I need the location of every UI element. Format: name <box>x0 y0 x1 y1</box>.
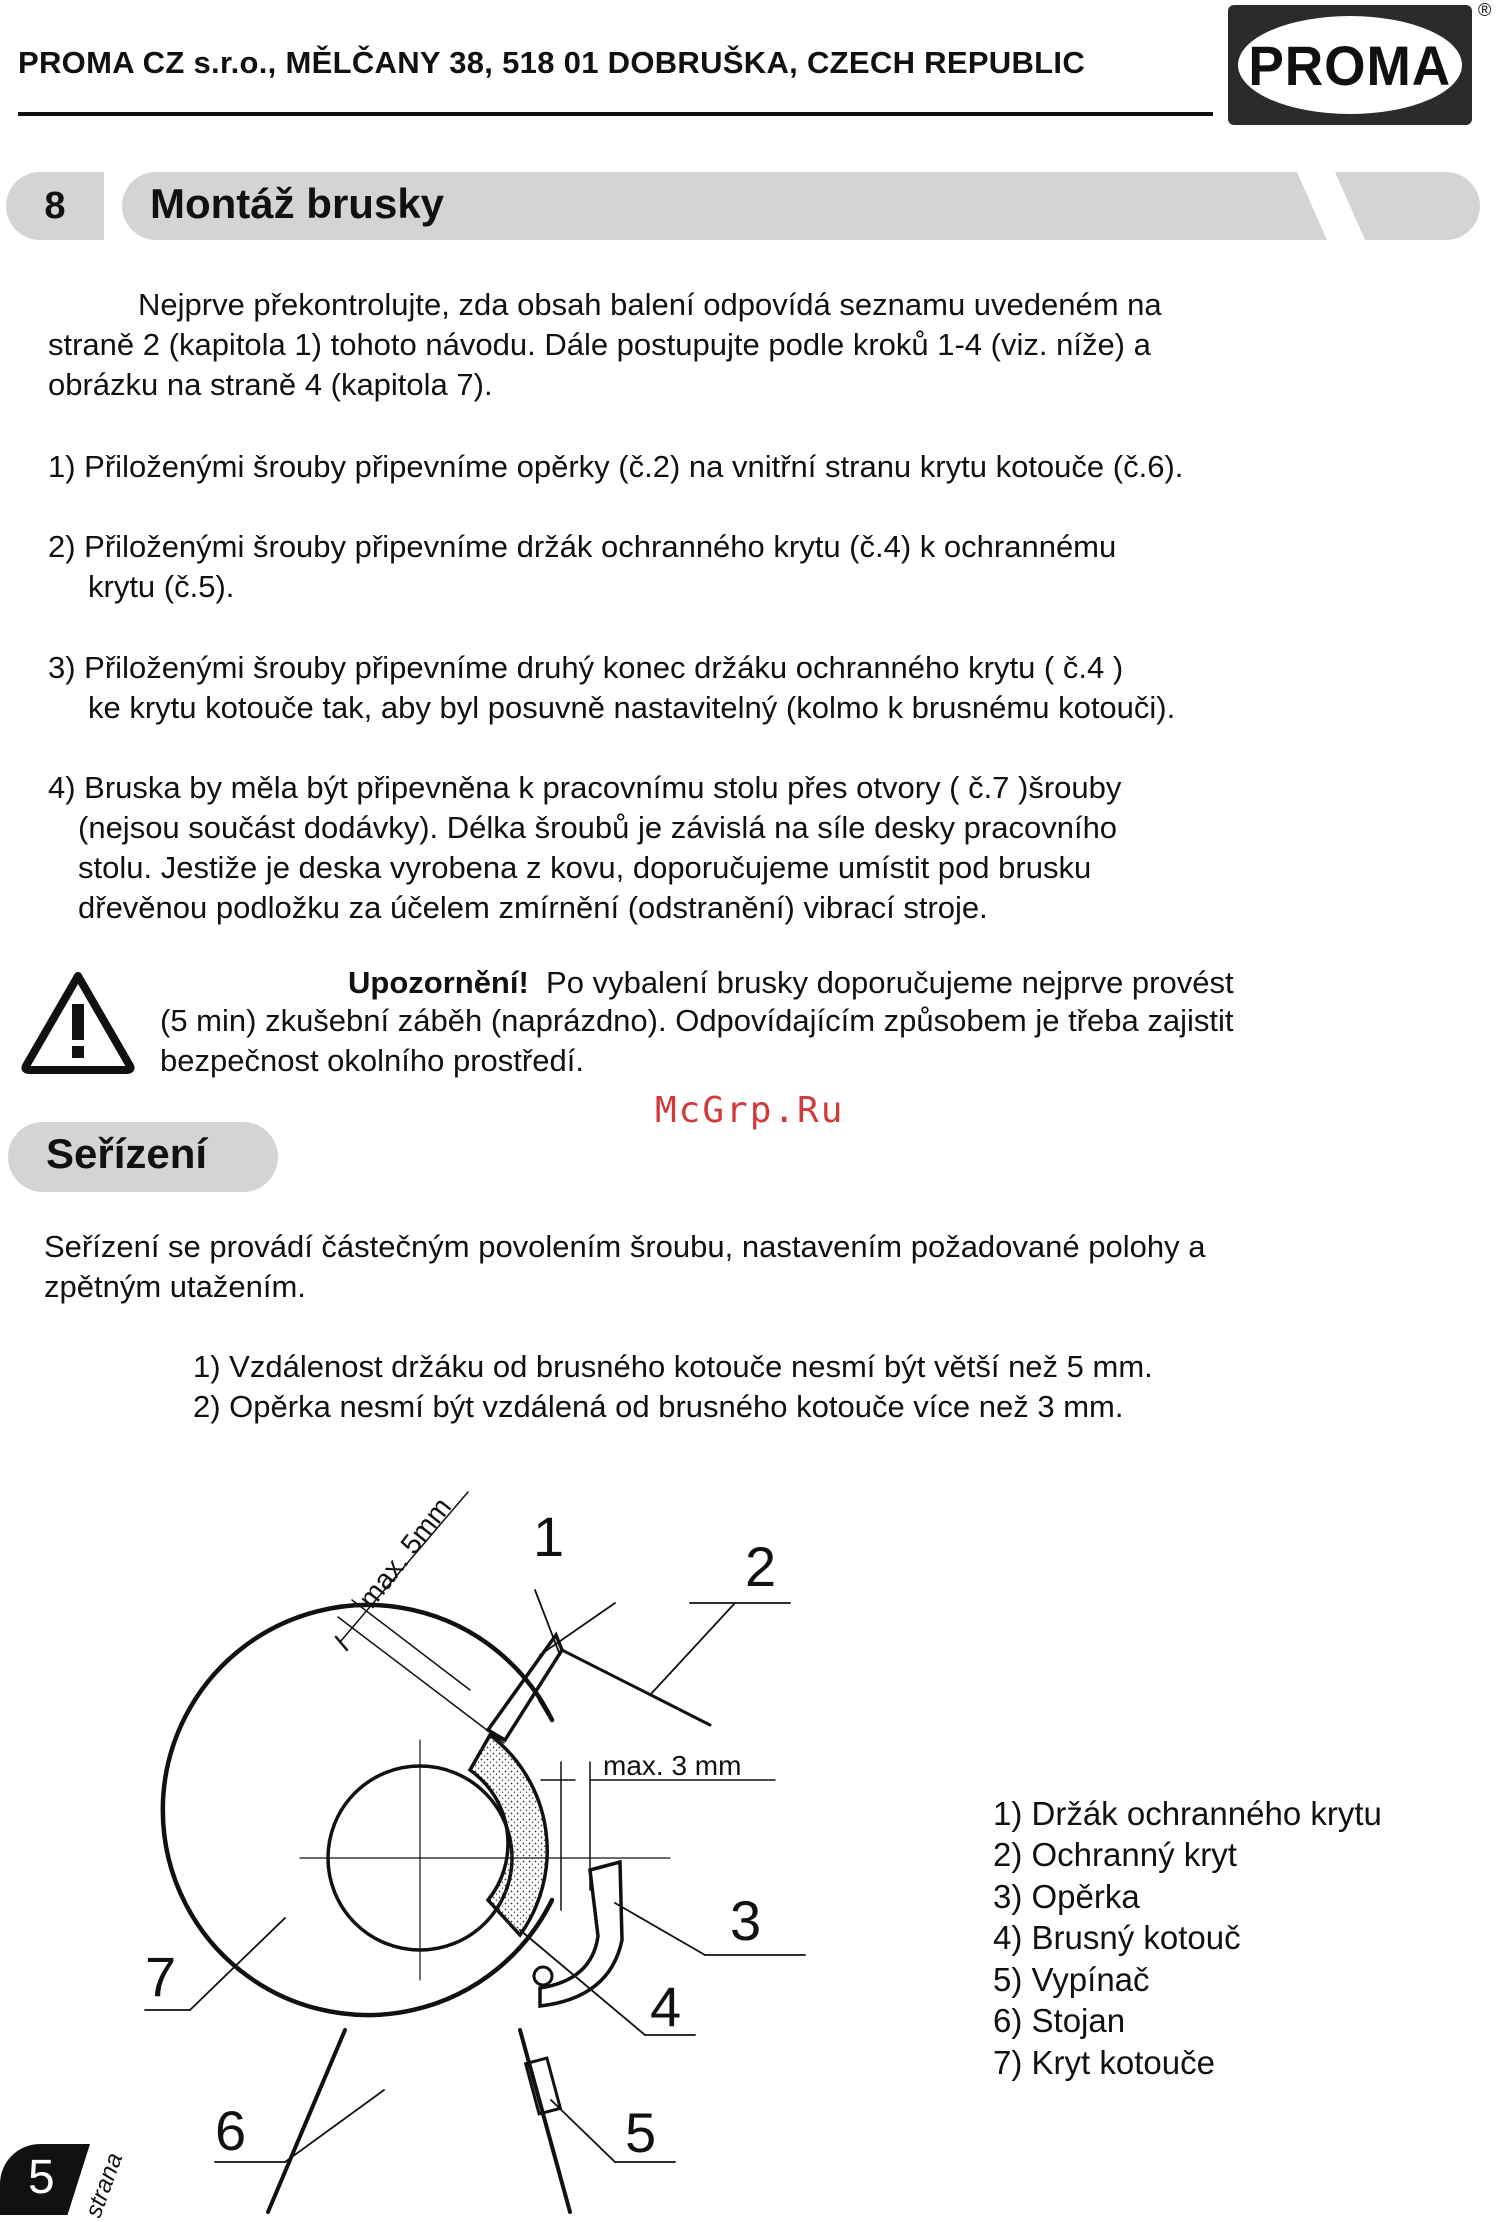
section-title: Montáž brusky <box>150 180 445 227</box>
step-4-line-3: stolu. Jestiže je deska vyrobena z kovu, doporučujeme umístit pod brusku <box>78 850 1092 885</box>
legend-item-5: 5) Vypínač <box>993 1961 1150 1998</box>
callout-1: 1 <box>533 1505 565 1568</box>
registered-mark: ® <box>1478 0 1492 20</box>
step-3-line-2: ke krytu kotouče tak, aby byl posuvně nastavitelný (kolmo k brusnému kotouči). <box>88 690 1176 725</box>
callout-6: 6 <box>215 2099 247 2162</box>
callout-3: 3 <box>730 1889 762 1952</box>
legend-item-6: 6) Stojan <box>993 2002 1126 2039</box>
step-4-line-1: 4) Bruska by měla být připevněna k pracovnímu stolu přes otvory ( č.7 )šrouby <box>48 770 1122 805</box>
section-bar-end <box>1335 172 1480 240</box>
step-2-line-2: krytu (č.5). <box>88 569 235 604</box>
page-number: 5 <box>28 2151 55 2204</box>
adjustment-line-1: Seřízení se provádí částečným povolením šroubu, nastavením požadované polohy a <box>44 1229 1206 1264</box>
step-4-line-4: dřevěnou podložku za účelem zmírnění (odstranění) vibrací stroje. <box>78 890 988 925</box>
warning-line-1 <box>348 963 1234 1003</box>
company-address: PROMA CZ s.r.o., MĚLČANY 38, 518 01 DOBRUŠKA, CZECH REPUBLIC <box>18 45 1086 80</box>
dim-3mm-label: max. 3 mm <box>603 1750 742 1781</box>
section-number-text: 8 <box>44 184 66 227</box>
adjustment-rule-2: 2) Opěrka nesmí být vzdálená od brusného kotouče více než 3 mm. <box>193 1389 1124 1424</box>
legend-item-4: 4) Brusný kotouč <box>993 1919 1241 1956</box>
grinding-wheel <box>470 1735 547 1935</box>
intro-line-3: obrázku na straně 4 (kapitola 7). <box>48 367 493 402</box>
legend-item-3: 3) Opěrka <box>993 1878 1140 1915</box>
intro-line-1: Nejprve překontrolujte, zda obsah balení odpovídá seznamu uvedeném na <box>138 287 1162 322</box>
warning-line-2: (5 min) zkušební záběh (naprázdno). Odpovídajícím způsobem je třeba zajistit <box>160 1003 1234 1038</box>
legend-item-2: 2) Ochranný kryt <box>993 1836 1237 1873</box>
legend-item-7: 7) Kryt kotouče <box>993 2044 1215 2081</box>
warning-line-3: bezpečnost okolního prostředí. <box>160 1043 584 1078</box>
logo-oval <box>1238 16 1462 114</box>
adjustment-line-2: zpětným utažením. <box>44 1269 306 1304</box>
stand <box>268 2030 570 2212</box>
callout-5: 5 <box>625 2101 657 2164</box>
warning-icon <box>20 970 136 1074</box>
step-3-line-1: 3) Přiloženými šrouby připevníme druhý konec držáku ochranného krytu ( č.4 ) <box>48 650 1124 685</box>
page-word: strana <box>80 2149 129 2222</box>
adjustment-rule-1: 1) Vzdálenost držáku od brusného kotouče nesmí být větší než 5 mm. <box>193 1349 1153 1384</box>
warning-text-1: Po vybalení brusky doporučujeme nejprve provést <box>546 965 1234 1000</box>
step-2-line-1: 2) Přiloženými šrouby připevníme držák ochranného krytu (č.4) k ochrannému <box>48 529 1117 564</box>
subsection-title: Seřízení <box>46 1130 208 1177</box>
callout-2: 2 <box>745 1535 777 1598</box>
tool-rest <box>540 1862 622 2006</box>
logo-text: PROMA <box>1248 33 1452 97</box>
callout-4: 4 <box>650 1975 682 2038</box>
mount-hole <box>534 1967 552 1985</box>
proma-logo <box>1228 5 1472 125</box>
shield-line <box>562 1650 710 1725</box>
grinder-diagram <box>0 1450 900 2215</box>
intro-line-2: straně 2 (kapitola 1) tohoto návodu. Dále postupujte podle kroků 1-4 (viz. níže) a <box>48 327 1151 362</box>
callout-7: 7 <box>145 1945 177 2008</box>
header-divider <box>18 112 1213 116</box>
step-1: 1) Přiloženými šrouby připevníme opěrky (č.2) na vnitřní stranu krytu kotouče (č.6). <box>48 449 1184 484</box>
section-number <box>6 172 104 240</box>
watermark: McGrp.Ru <box>655 1090 845 1131</box>
warning-label: Upozornění! <box>348 965 529 1000</box>
step-4-line-2: (nejsou součást dodávky). Délka šroubů je závislá na síle desky pracovního <box>78 810 1118 845</box>
legend-item-1: 1) Držák ochranného krytu <box>993 1795 1382 1832</box>
dim-5mm-label: max. 5mm <box>352 1491 458 1614</box>
wheel-guard-outline <box>163 1605 552 2015</box>
